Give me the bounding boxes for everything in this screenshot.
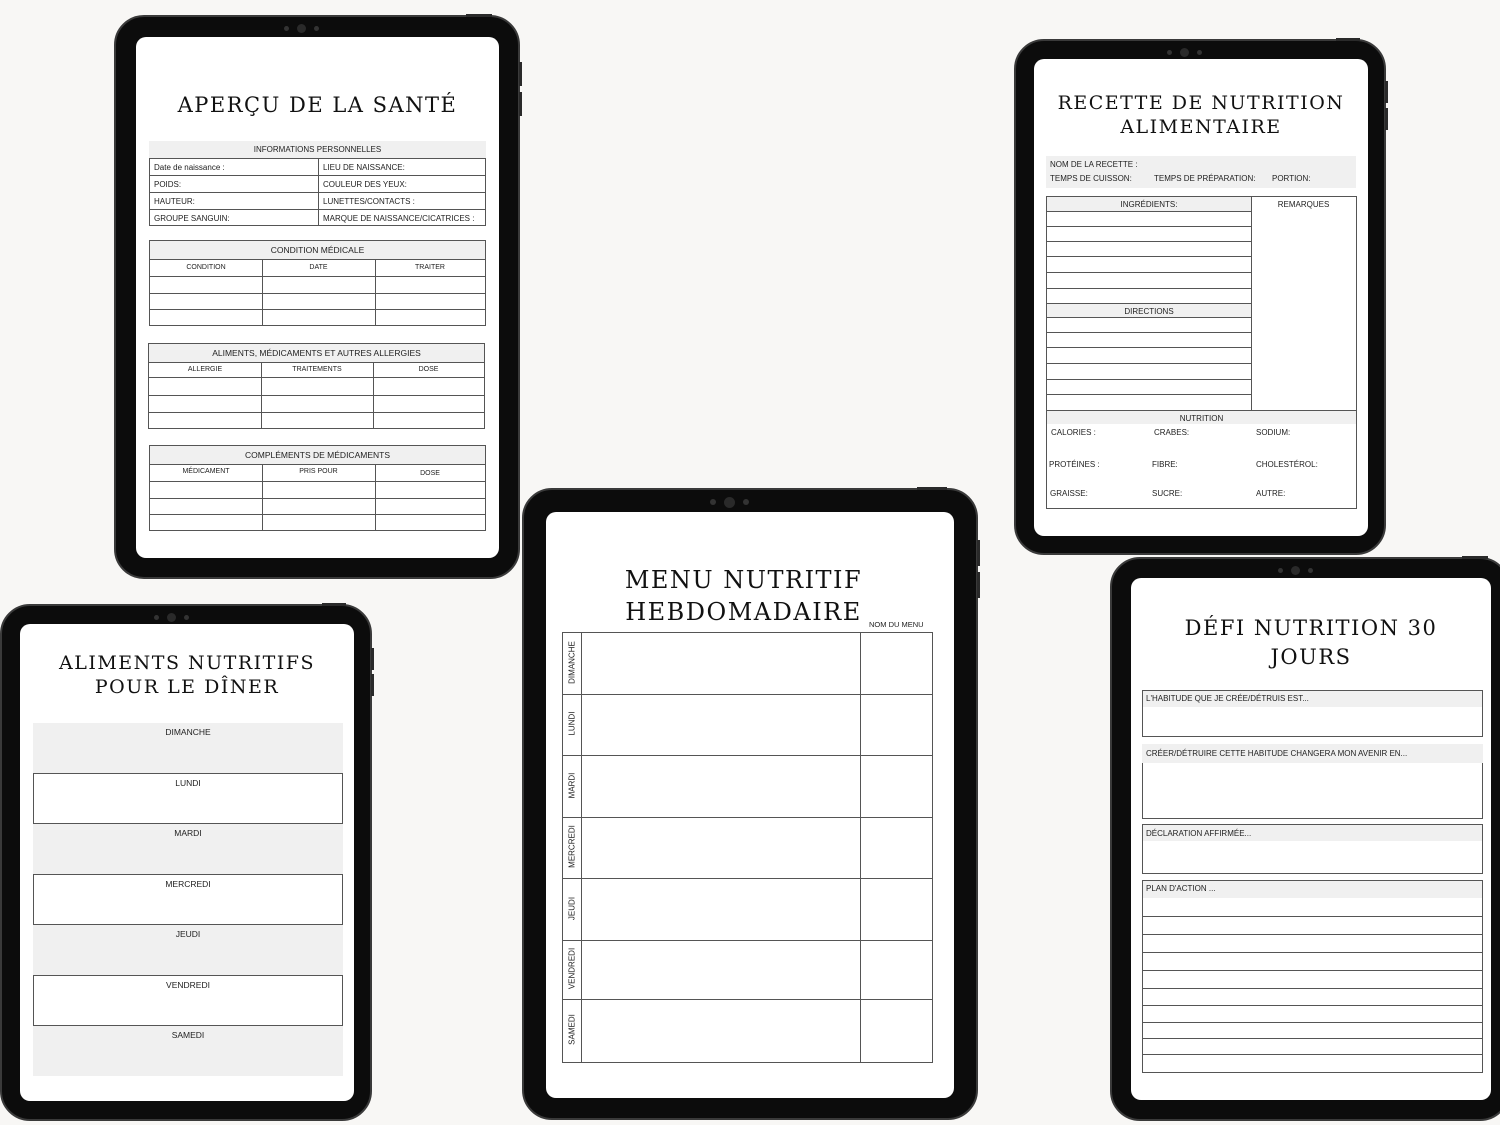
title-line-1: RECETTE DE NUTRITION — [1057, 92, 1345, 114]
title-line-2: HEBDOMADAIRE — [625, 598, 862, 627]
declaration-box — [1142, 824, 1483, 874]
personal-header — [149, 141, 486, 158]
day-mercredi: MERCREDI — [567, 825, 577, 868]
complements-header: COMPLÉMENTS DE MÉDICAMENTS — [245, 450, 390, 460]
tablet-diner — [0, 604, 372, 1121]
action-plan-label: PLAN D'ACTION ... — [1146, 884, 1216, 893]
col-dose: DOSE — [420, 470, 440, 477]
prep-time-label: TEMPS DE PRÉPARATION: — [1154, 174, 1256, 183]
complements-table — [149, 445, 486, 531]
personal-table — [149, 158, 486, 226]
habit-box — [1142, 690, 1483, 737]
day-dimanche: DIMANCHE — [567, 641, 577, 684]
col-pris-pour: PRIS POUR — [299, 468, 338, 475]
day-label: SAMEDI — [171, 1030, 205, 1040]
col-traitements: TRAITEMENTS — [292, 366, 342, 373]
volume-button — [519, 92, 522, 116]
day-label: MARDI — [174, 828, 202, 838]
volume-button — [371, 648, 374, 670]
autre-label: AUTRE: — [1256, 489, 1286, 498]
volume-button — [1385, 81, 1388, 103]
allergies-table — [148, 343, 485, 429]
volume-button — [977, 540, 980, 566]
ingredients-label: INGRÉDIENTS: — [1120, 200, 1178, 209]
field-glasses: LUNETTES/CONTACTS : — [323, 197, 415, 206]
condition-table — [149, 240, 486, 326]
col-traiter: TRAITER — [415, 264, 445, 271]
remarques-label: REMARQUES — [1277, 200, 1330, 209]
action-plan-box — [1142, 880, 1483, 1073]
menu-name-header: NOM DU MENU — [869, 620, 924, 629]
camera-icon — [710, 497, 749, 507]
recipe-name-label: NOM DE LA RECETTE : — [1050, 160, 1138, 169]
col-dose: DOSE — [418, 366, 439, 373]
sodium-label: SODIUM: — [1256, 428, 1291, 437]
title-line-1: ALIMENTS NUTRITIFS — [58, 652, 316, 674]
menu-grid — [562, 632, 933, 1063]
day-label: MERCREDI — [165, 879, 211, 889]
day-label: DIMANCHE — [165, 727, 211, 737]
portion-label: PORTION: — [1272, 174, 1311, 183]
cholesterol-label: CHOLESTÉROL: — [1256, 460, 1318, 469]
volume-button — [371, 674, 374, 696]
tablet-menu — [522, 488, 978, 1120]
day-label: JEUDI — [175, 929, 201, 939]
screen-defi — [1131, 578, 1491, 1100]
recipe-grid — [1046, 196, 1357, 509]
page-title — [20, 652, 354, 700]
tablet-sante — [114, 15, 520, 579]
power-button — [1462, 556, 1488, 559]
day-block-lundi — [33, 773, 343, 824]
change-label: CRÉER/DÉTRUIRE CETTE HABITUDE CHANGERA MON AVENIR EN... — [1146, 749, 1408, 758]
page-title: APERÇU DE LA SANTÉ — [177, 93, 458, 117]
camera-icon — [1278, 565, 1313, 575]
proteines-label: PROTÉINES : — [1049, 460, 1100, 469]
volume-button — [1385, 108, 1388, 130]
sucre-label: SUCRE: — [1152, 489, 1183, 498]
day-block-dimanche — [33, 723, 343, 773]
power-button — [322, 603, 346, 606]
title-line-2: JOURS — [1270, 645, 1352, 670]
title-line-2: POUR LE DÎNER — [94, 675, 280, 698]
day-mardi: MARDI — [567, 772, 577, 799]
power-button — [917, 487, 947, 490]
calories-label: CALORIES : — [1051, 428, 1096, 437]
col-condition: CONDITION — [186, 264, 226, 271]
field-birthmark: MARQUE DE NAISSANCE/CICATRICES : — [323, 214, 475, 223]
col-medicament: MÉDICAMENT — [182, 468, 230, 475]
volume-button — [519, 62, 522, 86]
fibre-label: FIBRE: — [1152, 460, 1178, 469]
day-label: VENDREDI — [166, 980, 210, 990]
change-box — [1142, 744, 1483, 819]
col-date: DATE — [309, 264, 328, 271]
power-button — [1336, 38, 1360, 41]
crabes-label: CRABES: — [1154, 428, 1190, 437]
screen-recette — [1034, 59, 1368, 536]
title-line-1: DÉFI NUTRITION 30 — [1184, 616, 1438, 640]
power-button — [466, 14, 492, 17]
allergies-header: ALIMENTS, MÉDICAMENTS ET AUTRES ALLERGIES — [212, 348, 421, 358]
screen-diner — [20, 624, 354, 1101]
page-title — [1034, 92, 1368, 140]
day-block-vendredi — [33, 975, 343, 1026]
day-block-samedi — [33, 1026, 343, 1076]
habit-label: L'HABITUDE QUE JE CRÉE/DÉTRUIS EST... — [1146, 694, 1309, 703]
graisse-label: GRAISSE: — [1050, 489, 1088, 498]
nutrition-label: NUTRITION — [1179, 414, 1224, 423]
page-title — [1131, 614, 1491, 673]
title-line-1: MENU NUTRITIF — [624, 566, 863, 594]
declaration-label: DÉCLARATION AFFIRMÉE... — [1146, 829, 1252, 838]
screen-sante — [136, 37, 499, 558]
day-jeudi: JEUDI — [567, 896, 577, 921]
col-allergie: ALLERGIE — [187, 366, 223, 373]
day-block-mercredi — [33, 874, 343, 925]
field-eye-color: COULEUR DES YEUX: — [323, 180, 407, 189]
condition-header: CONDITION MÉDICALE — [270, 245, 365, 255]
cook-time-label: TEMPS DE CUISSON: — [1050, 174, 1132, 183]
volume-button — [977, 572, 980, 598]
tablet-recette — [1014, 39, 1386, 555]
recipe-info — [1046, 156, 1356, 188]
day-samedi: SAMEDI — [567, 1014, 577, 1045]
day-lundi: LUNDI — [567, 711, 577, 736]
camera-icon — [284, 23, 319, 33]
camera-icon — [154, 612, 189, 622]
field-blood-group: GROUPE SANGUIN: — [154, 214, 230, 223]
screen-menu — [546, 512, 954, 1098]
field-birth-date: Date de naissance : — [154, 163, 225, 172]
field-birth-place: LIEU DE NAISSANCE: — [323, 163, 405, 172]
day-block-mardi — [33, 824, 343, 874]
day-block-jeudi — [33, 925, 343, 975]
field-weight: POIDS: — [154, 180, 182, 189]
title-line-2: ALIMENTAIRE — [1120, 115, 1282, 138]
field-height: HAUTEUR: — [154, 197, 195, 206]
tablet-defi — [1110, 557, 1500, 1121]
camera-icon — [1167, 47, 1202, 57]
personal-header-label: INFORMATIONS PERSONNELLES — [253, 145, 382, 154]
day-vendredi: VENDREDI — [567, 947, 577, 990]
directions-label: DIRECTIONS — [1124, 307, 1174, 316]
day-label: LUNDI — [175, 778, 201, 788]
